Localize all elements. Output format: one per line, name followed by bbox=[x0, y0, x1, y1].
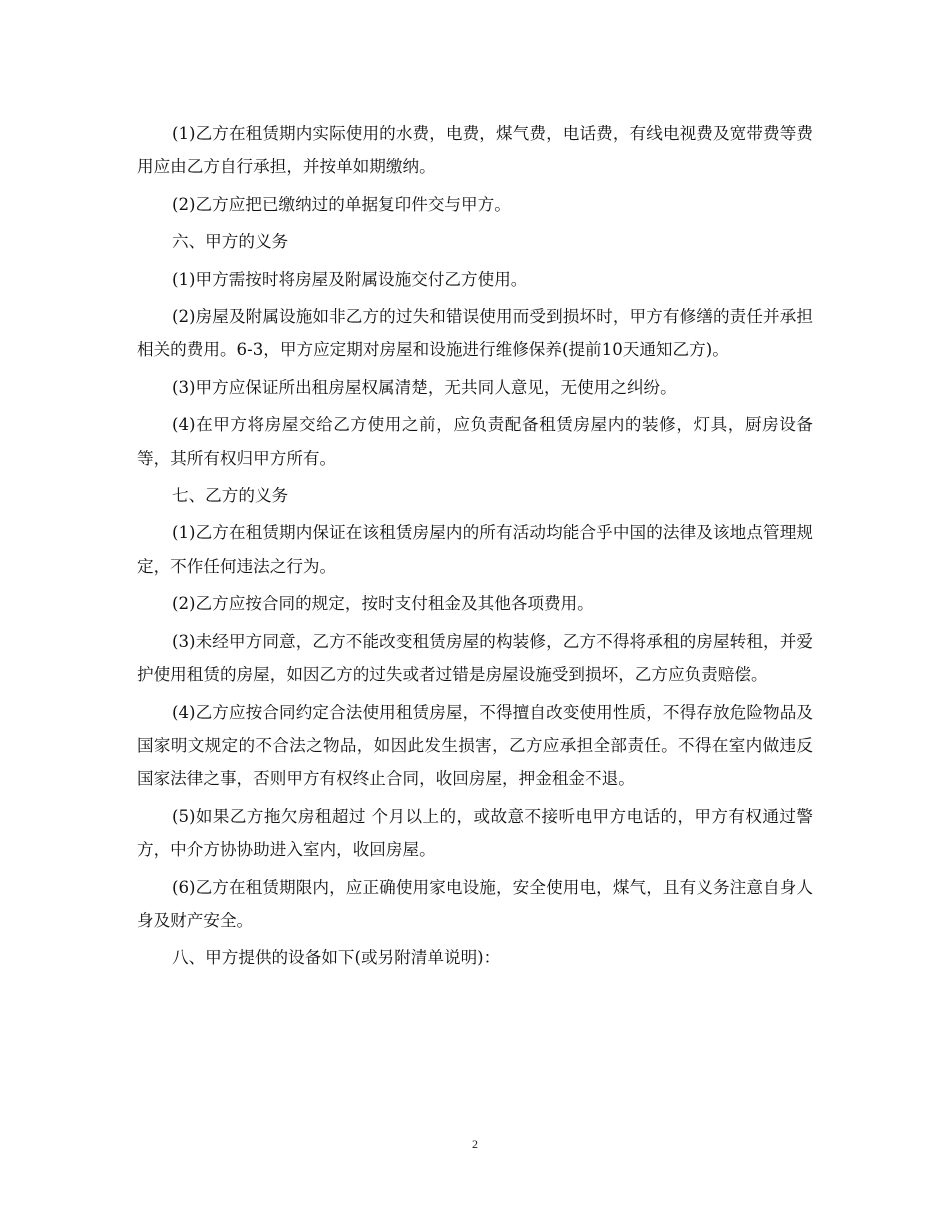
paragraph-party-b-lawful-use: (1)乙方在租赁期内保证在该租赁房屋内的所有活动均能合乎中国的法律及该地点管理规定，不作任何违法之行为。 bbox=[137, 523, 813, 576]
page-number: 2 bbox=[472, 1137, 478, 1151]
paragraph-party-b-safety: (6)乙方在租赁期限内，应正确使用家电设施，安全使用电，煤气，且有义务注意自身人身及财产安全。 bbox=[137, 877, 813, 930]
paragraph-receipt-copies: (2)乙方应把已缴纳过的单据复印件交与甲方。 bbox=[172, 194, 511, 214]
paragraph-party-b-arrears: (5)如果乙方拖欠房租超过 个月以上的，或故意不接听电甲方电话的，甲方有权通过警方，中介方协协助进入室内，收回房屋。 bbox=[137, 806, 813, 860]
paragraph-utility-fees: (1)乙方在租赁期内实际使用的水费，电费，煤气费，电话费，有线电视费及宽带费等费用应由乙方自行承担，并按单如期缴纳。 bbox=[137, 124, 813, 177]
paragraph-party-a-furnishing: (4)在甲方将房屋交给乙方使用之前，应负责配备租赁房屋内的装修，灯具，厨房设备等，其所有权归甲方所有。 bbox=[137, 415, 813, 468]
paragraph-party-b-no-sublet: (3)未经甲方同意，乙方不能改变租赁房屋的构装修，乙方不得将承租的房屋转租，并爱护使用租赁的房屋，如因乙方的过失或者过错是房屋设施受到损坏，乙方应负责赔偿。 bbox=[137, 631, 813, 685]
paragraph-party-b-rent-payment: (2)乙方应按合同的规定，按时支付租金及其他各项费用。 bbox=[172, 594, 594, 614]
paragraph-party-a-repairs: (2)房屋及附属设施如非乙方的过失和错误使用而受到损坏时，甲方有修缮的责任并承担相关的费用。6-3，甲方应定期对房屋和设施进行维修保养(提前10天通知乙方)。 bbox=[137, 307, 813, 360]
section-heading-party-b-obligations: 七、乙方的义务 bbox=[172, 486, 289, 506]
paragraph-party-b-usage-restrictions: (4)乙方应按合同约定合法使用租赁房屋，不得擅自改变使用性质，不得存放危险物品及国家明文规定的不合法之物品，如因此发生损害，乙方应承担全部责任。不得在室内做违反国家法律之事，否则甲方有权终止合同，收回房屋，押金租金不退。 bbox=[137, 702, 813, 789]
section-heading-party-a-obligations: 六、甲方的义务 bbox=[172, 232, 289, 252]
section-heading-equipment: 八、甲方提供的设备如下(或另附清单说明)： bbox=[172, 948, 501, 968]
document-body bbox=[137, 117, 813, 979]
paragraph-party-a-title: (3)甲方应保证所出租房屋权属清楚，无共同人意见，无使用之纠纷。 bbox=[172, 377, 677, 397]
paragraph-party-a-handover: (1)甲方需按时将房屋及附属设施交付乙方使用。 bbox=[172, 269, 528, 289]
